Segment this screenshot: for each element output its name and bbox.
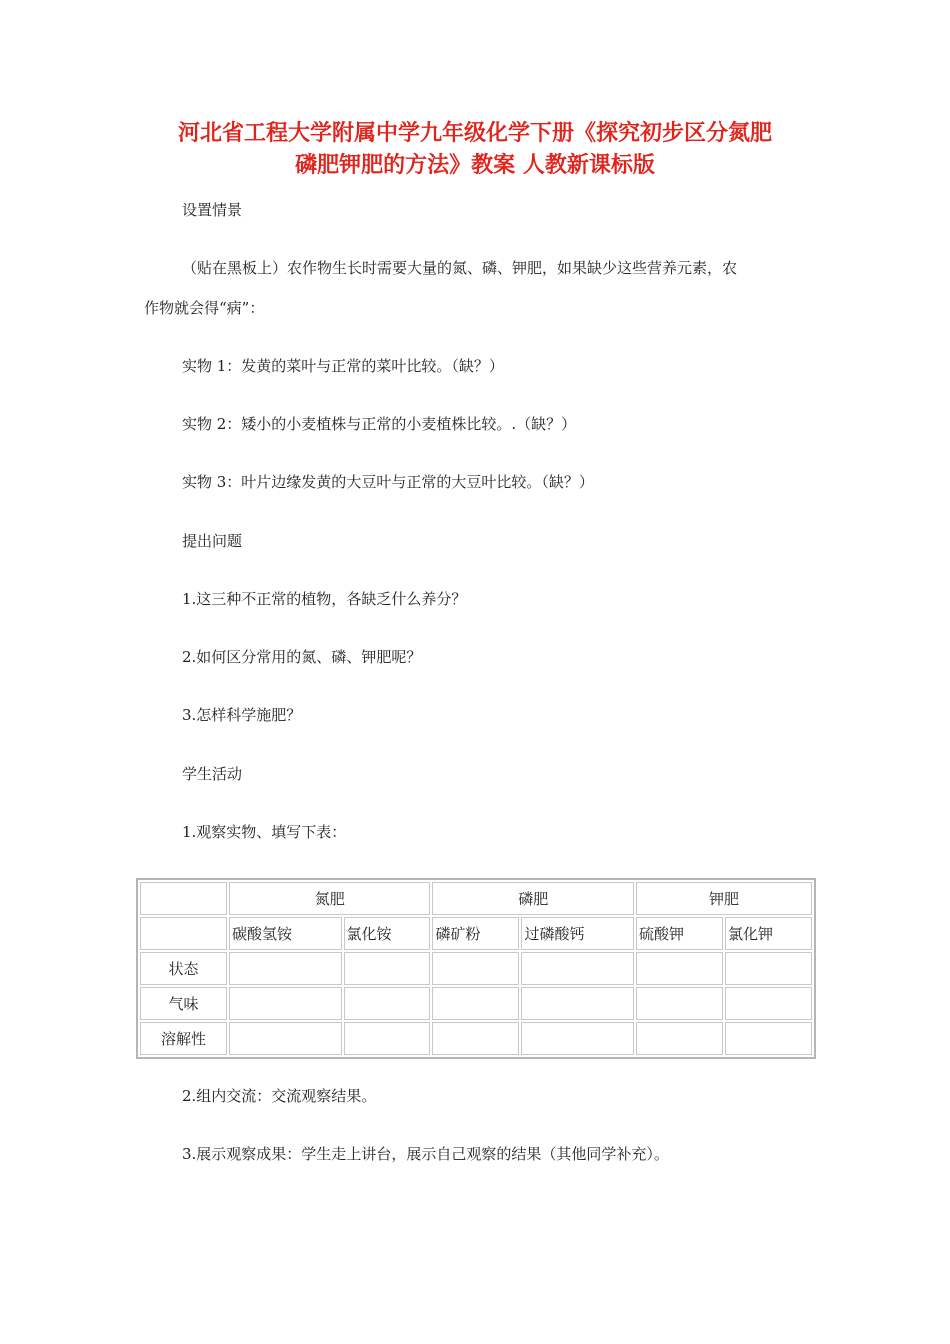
- table-cell: [229, 987, 342, 1020]
- table-corner-cell: [140, 882, 227, 915]
- section-heading-activity: 学生活动: [182, 765, 243, 783]
- table-cell: [432, 1022, 519, 1055]
- table-cell: [432, 952, 519, 985]
- table-cell: [229, 1022, 342, 1055]
- table-column-header: 氯化钾: [725, 917, 812, 950]
- table-cell: [344, 1022, 431, 1055]
- activity-step-3: 3.展示观察成果：学生走上讲台，展示自己观察的结果（其他同学补充）。: [182, 1145, 669, 1163]
- paragraph-intro-line-2: 作物就会得“病”：: [144, 299, 265, 317]
- activity-step-2: 2.组内交流：交流观察结果。: [182, 1087, 377, 1105]
- table-cell: [521, 987, 634, 1020]
- table-cell: [725, 952, 812, 985]
- table-cell: [344, 987, 431, 1020]
- table-cell: [636, 1022, 723, 1055]
- table-column-header: 磷矿粉: [432, 917, 519, 950]
- table-row: [140, 1022, 812, 1055]
- table-cell: [229, 952, 342, 985]
- specimen-1: 实物 1：发黄的菜叶与正常的菜叶比较。（缺？）: [182, 357, 504, 375]
- table-column-header: 碳酸氢铵: [229, 917, 342, 950]
- table-cell: [432, 987, 519, 1020]
- table-column-header: 氯化铵: [344, 917, 431, 950]
- section-heading-questions: 提出问题: [182, 532, 243, 550]
- section-heading-scenario: 设置情景: [182, 201, 243, 219]
- table-column-header: 过磷酸钙: [521, 917, 634, 950]
- table-group-header-row: [140, 882, 812, 915]
- table-group-header: 磷肥: [432, 882, 634, 915]
- table-cell: [636, 987, 723, 1020]
- table-column-header: 硫酸钾: [636, 917, 723, 950]
- table-row: [140, 952, 812, 985]
- activity-step-1: 1.观察实物、填写下表：: [182, 823, 347, 841]
- title-line-1: 河北省工程大学附属中学九年级化学下册《探究初步区分氮肥: [177, 121, 772, 146]
- specimen-2: 实物 2：矮小的小麦植株与正常的小麦植株比较。.（缺？）: [182, 415, 577, 433]
- document-title: [0, 118, 950, 182]
- specimen-3: 实物 3：叶片边缘发黄的大豆叶与正常的大豆叶比较。（缺？）: [182, 473, 594, 491]
- table-cell: [636, 952, 723, 985]
- observation-table: [136, 878, 816, 1059]
- paragraph-intro-line-1: （贴在黑板上）农作物生长时需要大量的氮、磷、钾肥，如果缺少这些营养元素，农: [182, 259, 738, 277]
- question-2: 2.如何区分常用的氮、磷、钾肥呢？: [182, 648, 422, 666]
- title-line-2: 磷肥钾肥的方法》教案 人教新课标版: [295, 153, 655, 178]
- table-cell: [521, 1022, 634, 1055]
- question-1: 1.这三种不正常的植物，各缺乏什么养分？: [182, 590, 467, 608]
- table-row-header: 状态: [140, 952, 227, 985]
- table-cell: [725, 987, 812, 1020]
- table-row-header: 气味: [140, 987, 227, 1020]
- table-cell: [344, 952, 431, 985]
- question-3: 3.怎样科学施肥？: [182, 706, 302, 724]
- table-row: [140, 987, 812, 1020]
- table-group-header: 钾肥: [636, 882, 812, 915]
- table-cell: [521, 952, 634, 985]
- table-subheader-row: [140, 917, 812, 950]
- table-row-header: 溶解性: [140, 1022, 227, 1055]
- table-group-header: 氮肥: [229, 882, 431, 915]
- table-cell: [725, 1022, 812, 1055]
- table-corner-cell: [140, 917, 227, 950]
